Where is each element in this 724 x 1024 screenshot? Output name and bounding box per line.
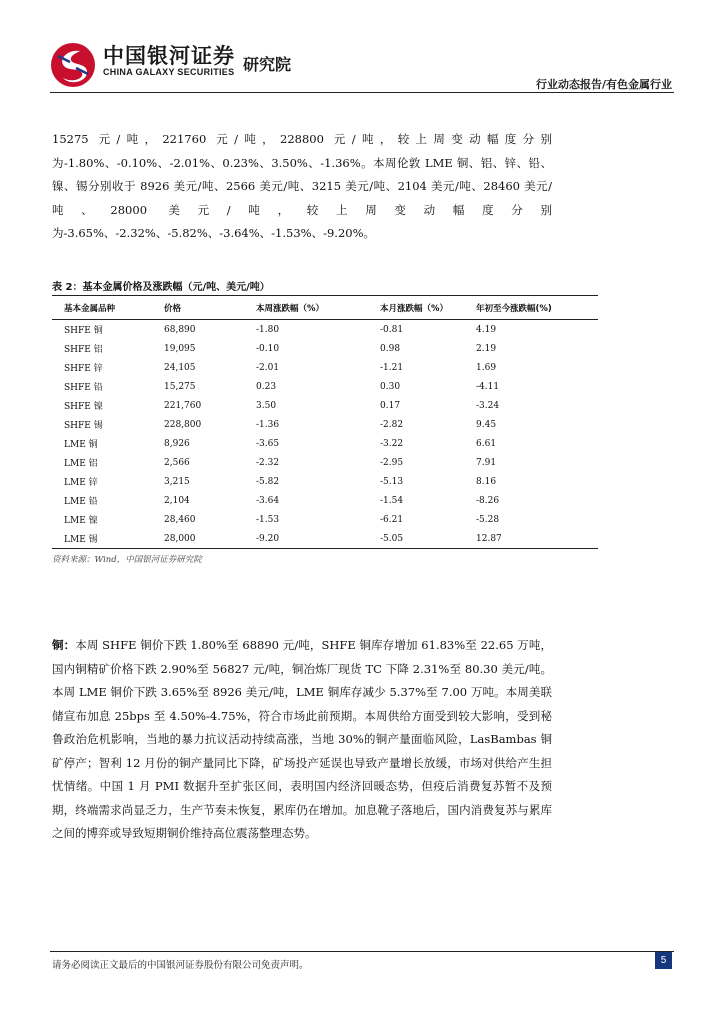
cell-ytd-change: 12.87 bbox=[464, 529, 598, 549]
cell-price: 8,926 bbox=[164, 438, 190, 449]
table-row bbox=[52, 358, 598, 377]
header-metal: 基本金属品种 bbox=[52, 296, 152, 320]
cell-week-change: -1.36 bbox=[256, 419, 280, 430]
table-row bbox=[52, 491, 598, 510]
cell-ytd-change: 6.61 bbox=[476, 438, 497, 449]
cell-week-change: -1.80 bbox=[256, 324, 280, 335]
table-row bbox=[52, 320, 598, 340]
header-week-change: 本周涨跌幅（%） bbox=[244, 296, 368, 320]
cell-month-change: -1.21 bbox=[380, 362, 404, 373]
table-row bbox=[52, 453, 598, 472]
cell-price: 2,566 bbox=[164, 457, 190, 468]
table-source: 资料来源：Wind，中国银河证券研究院 bbox=[52, 555, 202, 565]
cell-week-change: -2.32 bbox=[256, 457, 280, 468]
cell-metal: SHFE 锡 bbox=[64, 421, 103, 431]
cell-month-change: -0.81 bbox=[380, 324, 404, 335]
page-header bbox=[0, 0, 724, 100]
cell-week-change: -1.53 bbox=[256, 514, 280, 525]
cell-week-change: -2.01 bbox=[256, 362, 280, 373]
table-row bbox=[52, 339, 598, 358]
cell-ytd-change: -4.11 bbox=[476, 381, 500, 392]
logo-institute: 研究院 bbox=[243, 55, 292, 74]
cell-price: 28,460 bbox=[164, 514, 196, 525]
header-divider bbox=[50, 92, 674, 93]
cell-price: 19,095 bbox=[164, 343, 196, 354]
cell-metal: SHFE 铅 bbox=[64, 383, 103, 393]
cell-price: 24,105 bbox=[164, 362, 196, 373]
cell-month-change: -2.95 bbox=[380, 457, 404, 468]
metal-price-table bbox=[52, 295, 598, 549]
footer-disclaimer: 请务必阅读正文最后的中国银河证券股份有限公司免责声明。 bbox=[52, 960, 309, 971]
cell-metal: LME 铝 bbox=[64, 459, 98, 469]
table-row bbox=[52, 396, 598, 415]
cell-week-change: 3.50 bbox=[256, 400, 277, 411]
logo-chinese-name: 中国银河证券 bbox=[103, 44, 235, 68]
cell-month-change: -2.82 bbox=[380, 419, 404, 430]
cell-ytd-change: 1.69 bbox=[476, 362, 497, 373]
cell-ytd-change: 4.19 bbox=[476, 324, 497, 335]
cell-price: 15,275 bbox=[164, 381, 196, 392]
cell-month-change: 0.98 bbox=[380, 343, 401, 354]
page-number: 5 bbox=[655, 952, 672, 969]
copper-body: 本周 SHFE 铜价下跌 1.80%至 68890 元/吨，SHFE 铜库存增加 61.83%至 22.65 万吨，国内铜精矿价格下跌 2.90%至 56827 元/吨，铜冶炼厂现货 TC 下降 2.31%至 80.30 美元/吨。本周 LME 铜价下跌 3.65%至 8926 美元/吨，LME 铜库存减少 5.37%至 7.00 万吨。本周美联储宣布加息 25bps 至 4.50%-4.75%，符合市场此前预期。本周供给方面受到较大影响，受到秘鲁政治危机影响，当地的暴力抗议活动持续高涨，当地 30%的铜产量面临风险，LasBambas 铜矿停产；智利 12 月份的铜产量同比下降，矿场投产延误也导致产量增长放缓，市场对供给产生担忧情绪。中国 1 月 PMI 数据升至扩张区间，表明国内经济回暖态势，但疫后消费复苏暂不及预期，终端需求尚显乏力，生产节奏未恢复，累库仍在增加。加息靴子落地后，国内消费复苏与累库之间的博弈或导致短期铜价维持高位震荡整理态势。 bbox=[52, 638, 553, 840]
cell-metal: SHFE 铜 bbox=[64, 326, 103, 336]
table-row bbox=[52, 529, 598, 549]
cell-ytd-change: -3.24 bbox=[476, 400, 500, 411]
galaxy-logo-icon bbox=[50, 42, 96, 88]
cell-month-change: -1.54 bbox=[380, 495, 404, 506]
logo-english-name: CHINA GALAXY SECURITIES bbox=[103, 67, 235, 77]
cell-month-change: -5.05 bbox=[368, 529, 464, 549]
copper-paragraph bbox=[52, 634, 552, 846]
cell-month-change: 0.30 bbox=[380, 381, 401, 392]
cell-ytd-change: 2.19 bbox=[476, 343, 497, 354]
cell-ytd-change: 8.16 bbox=[476, 476, 497, 487]
cell-month-change: -6.21 bbox=[380, 514, 404, 525]
cell-price: 68,890 bbox=[164, 324, 196, 335]
header-ytd-change: 年初至今涨跌幅(%) bbox=[464, 296, 598, 320]
table-row bbox=[52, 510, 598, 529]
table-header-row bbox=[52, 296, 598, 320]
cell-metal: SHFE 锌 bbox=[64, 364, 103, 374]
cell-ytd-change: 9.45 bbox=[476, 419, 497, 430]
cell-metal: SHFE 镍 bbox=[64, 402, 103, 412]
cell-week-change: -3.64 bbox=[256, 495, 280, 506]
footer-divider bbox=[50, 951, 674, 952]
table-body bbox=[52, 320, 598, 549]
cell-metal: LME 锌 bbox=[64, 478, 98, 488]
cell-week-change: -0.10 bbox=[256, 343, 280, 354]
cell-ytd-change: -8.26 bbox=[476, 495, 500, 506]
cell-metal: LME 铅 bbox=[64, 497, 98, 507]
cell-month-change: -3.22 bbox=[380, 438, 404, 449]
cell-price: 28,000 bbox=[152, 529, 244, 549]
cell-price: 221,760 bbox=[164, 400, 202, 411]
table-row bbox=[52, 434, 598, 453]
intro-paragraph: 15275 元/吨，221760 元/吨，228800 元/吨，较上周变动幅度分别为-1.80%、-0.10%、-2.01%、0.23%、3.50%、-1.36%。本周伦敦 LME 铜、铝、锌、铅、镍、锡分别收于 8926 美元/吨、2566 美元/吨、3215 美元/吨、2104 美元/吨、28460 美元/吨、28000 美元/吨，较上周变动幅度分别为-3.65%、-2.32%、-5.82%、-3.64%、-1.53%、-9.20%。 bbox=[52, 132, 552, 240]
cell-week-change: -9.20 bbox=[244, 529, 368, 549]
cell-month-change: -5.13 bbox=[380, 476, 404, 487]
cell-week-change: -5.82 bbox=[256, 476, 280, 487]
cell-metal: SHFE 铝 bbox=[64, 345, 103, 355]
table-row bbox=[52, 377, 598, 396]
cell-week-change: 0.23 bbox=[256, 381, 277, 392]
copper-lead: 铜： bbox=[52, 638, 76, 652]
cell-week-change: -3.65 bbox=[256, 438, 280, 449]
cell-ytd-change: 7.91 bbox=[476, 457, 497, 468]
header-month-change: 本月涨跌幅（%） bbox=[368, 296, 464, 320]
cell-price: 3,215 bbox=[164, 476, 190, 487]
cell-price: 2,104 bbox=[164, 495, 190, 506]
table-row bbox=[52, 415, 598, 434]
header-price: 价格 bbox=[152, 296, 244, 320]
cell-price: 228,800 bbox=[164, 419, 202, 430]
cell-metal: LME 镍 bbox=[64, 516, 98, 526]
cell-metal: LME 锡 bbox=[52, 529, 152, 549]
cell-month-change: 0.17 bbox=[380, 400, 401, 411]
cell-metal: LME 铜 bbox=[64, 440, 98, 450]
table-caption: 表 2：基本金属价格及涨跌幅（元/吨、美元/吨） bbox=[52, 282, 270, 293]
document-type: 行业动态报告/有色金属行业 bbox=[535, 78, 672, 91]
table-row bbox=[52, 472, 598, 491]
cell-ytd-change: -5.28 bbox=[476, 514, 500, 525]
